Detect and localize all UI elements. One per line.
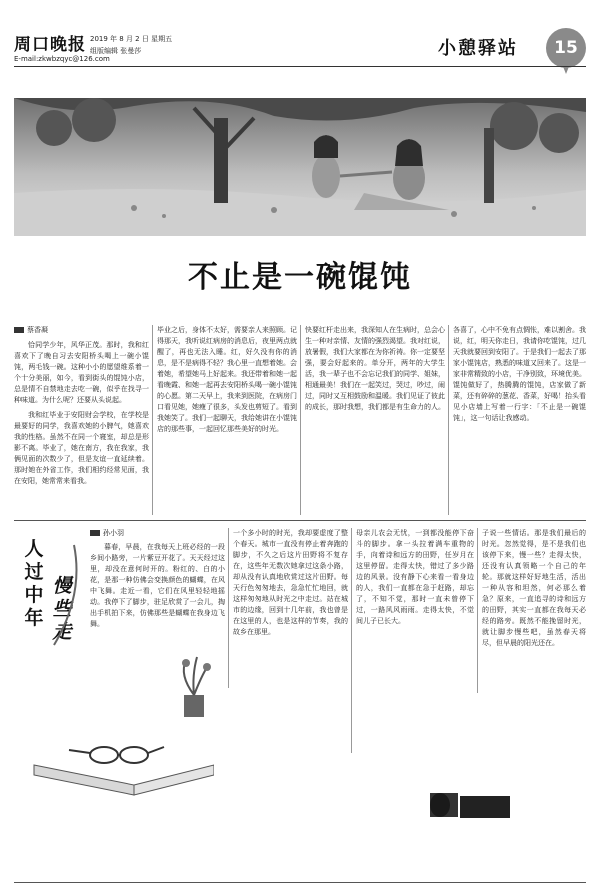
contact-email[interactable]: E-mail:zkwbzqyc@126.com xyxy=(14,55,110,63)
stamp-seal-illustration xyxy=(420,778,530,833)
author-name: 孙小羽 xyxy=(103,529,124,537)
article2-column-2: 一个多小时的时光，我却要虚度了整个春天。城市一直没有停止着奔跑的脚步，不久之后这片田野将不复存在，这些年无数次她拿过这条小路，却从没有认真地欣赏过这片田野。每天行色匆匆地去，急急忙忙地回，就这样匆匆地从时光之中走过。站在城市的边缘，回到十几年前，我也曾是在这里的人，也是这样的节奏，我的故乡在那里。 xyxy=(233,529,348,636)
article-column-4: 各喜了，心中不免有点惆怅，难以割舍。我说，红，明天你走日，我请你吃馄饨，过几天我就要回到安阳了。于是我们一起去了那家小馄饨店，熟悉的味道又回来了。这是一家非常精致的小店，干净别致，环境优美。馄饨做好了，热腾腾的馄饨，店家做了新菜，还有碎碎的葱花、香菜，好喝！抬头看见小店墙上写着一行字：「不止是一碗馄饨」，这一句话让我感动。 xyxy=(453,326,586,422)
eyeglasses xyxy=(69,747,164,763)
column-rule xyxy=(300,325,301,515)
article2-author xyxy=(90,528,124,538)
column-rule xyxy=(152,325,153,515)
article2-column-4: 子说一些情话。那是我们最后的时光。忽然觉得，是不是我们也该停下来，慢一些？走得太快，还没有认真领略一个自己的年轮。那就这样好好地生活，活出一种从容和坦然，何必那么着急？原来，一直追寻的诗和远方的田野，其实一直都在我每天必经的路旁。既然不能挽留时光，就让脚步慢些吧，虽然春天将尽，但早晨的阳光还在。 xyxy=(482,529,586,647)
hero-illustration xyxy=(14,98,586,236)
article2-title-part1: 人过中年 xyxy=(24,538,44,629)
section-title: 小憩驿站 xyxy=(438,38,518,59)
still-life-illustration xyxy=(14,655,214,825)
potted-plant xyxy=(182,657,211,717)
article-headline: 不止是一碗馄饨 xyxy=(188,260,412,295)
issue-date: 2019 年 8 月 2 日 星期五 xyxy=(90,35,173,43)
column-rule xyxy=(448,325,449,515)
article-paragraph: 恰同学少年，风华正茂。那时，我和红喜欢下了晚自习去安阳桥头喝上一碗小馄饨，两毛钱一碗。这种小小的愿望维系着一个十分美丽，如今，看到街头的馄饨小店，总是情不自禁地走去吃一碗，似乎在找寻一种味道。为什么呢？还要从头说起。 xyxy=(14,341,149,404)
article2-column-1: 暮春，早晨，在我每天上班必经的一段乡间小路旁，一片紫豆开花了。天天经过这里，却没在意何时开的。粉红的、白的小花，是那一种仿佛会变换颜色的蝴蝶，在风中飞舞。走近一看，它们在风里轻轻地摇动。我停下了脚步，驻足欣赏了一会儿，掏出手机拍下来，仿佛那些是蝴蝶在我身边飞舞。 xyxy=(90,543,225,628)
article-column-3: 快要红杆走出来，我深知人在生病时，总会心生一种对亲情、友情的强烈渴望。我对红说，放暑假，我们大家都在为你祈祷。你一定要坚强，要会好起来的。单分开，两年的大学生活，我一辈子也不会忘记我们的同学、姐妹，相通最美！我们在一起笑过，哭过，吵过，闹过，同时又互相鼓励和温暖。我们见证了彼此的成长，那时我想，我们都是有生命力的人。 xyxy=(305,326,445,411)
column-rule xyxy=(228,528,229,688)
article-divider xyxy=(14,520,586,521)
article2-column-3: 母亲儿农会无忧，一到都没能停下奋斗的脚步。拿一头拉着满车重物的手，向着诗和远方的田野，任岁月在这里停留。走得太快，错过了多少路边的风景。没有静下心来看一看身边的人，我们一直都在急于赶路，却忘了，不知不觉，那时一直未曾停下过，一路风风雨雨。走得太快，不觉间儿子已长大。 xyxy=(356,529,474,625)
page-bottom-rule xyxy=(14,882,586,883)
article-author xyxy=(14,325,48,335)
article-column-2: 毕业之后，身体不太好，需要亲人来照顾。记得那天，我听说红病房的消息后，夜里两点就醒了，再也无法入睡。红，好久没有你的消息，是不是病得不轻？我心里一直想着她。会着她，希望她马上好起来。我还带着和她一起看晚霞、和她一起再去安阳桥头喝一碗小馄饨的心愿。第二天早上，我来到医院，在病房门口看见她，她瘦了很多，头发也剪短了。看到我她笑了。我们一起聊天，我给她讲在小馄饨店的那些事，一起回忆那些美好的时光。 xyxy=(157,326,297,433)
book xyxy=(34,765,214,795)
article-paragraph: 我和红毕业于安阳财会学校，在学校是最要好的同学，我喜欢她的小脾气，她喜欢我的性格。虽然不在同一个寝室，却总是形影不离。毕业了，她在南方，我在我家，我俩见面的次数少了，但是友谊一直延续着。那时她在外省工作，我们相约经常见面，我在安阳，她常常来看我。 xyxy=(14,411,149,485)
newspaper-logo: 周口晚报 xyxy=(14,35,86,55)
masthead-rule xyxy=(14,66,586,67)
column-rule xyxy=(351,528,352,753)
editor-credit: 组版编辑 张曼莎 xyxy=(90,47,142,55)
column-rule xyxy=(477,528,478,693)
article2-title-part2: 慢些走 xyxy=(52,575,72,643)
author-marker xyxy=(14,327,24,333)
author-name: 蔡香凝 xyxy=(27,326,48,334)
author-marker xyxy=(90,530,100,536)
title-swoosh xyxy=(14,540,84,650)
page-number-badge: 15 xyxy=(546,28,586,68)
article-column-1 xyxy=(14,340,149,515)
